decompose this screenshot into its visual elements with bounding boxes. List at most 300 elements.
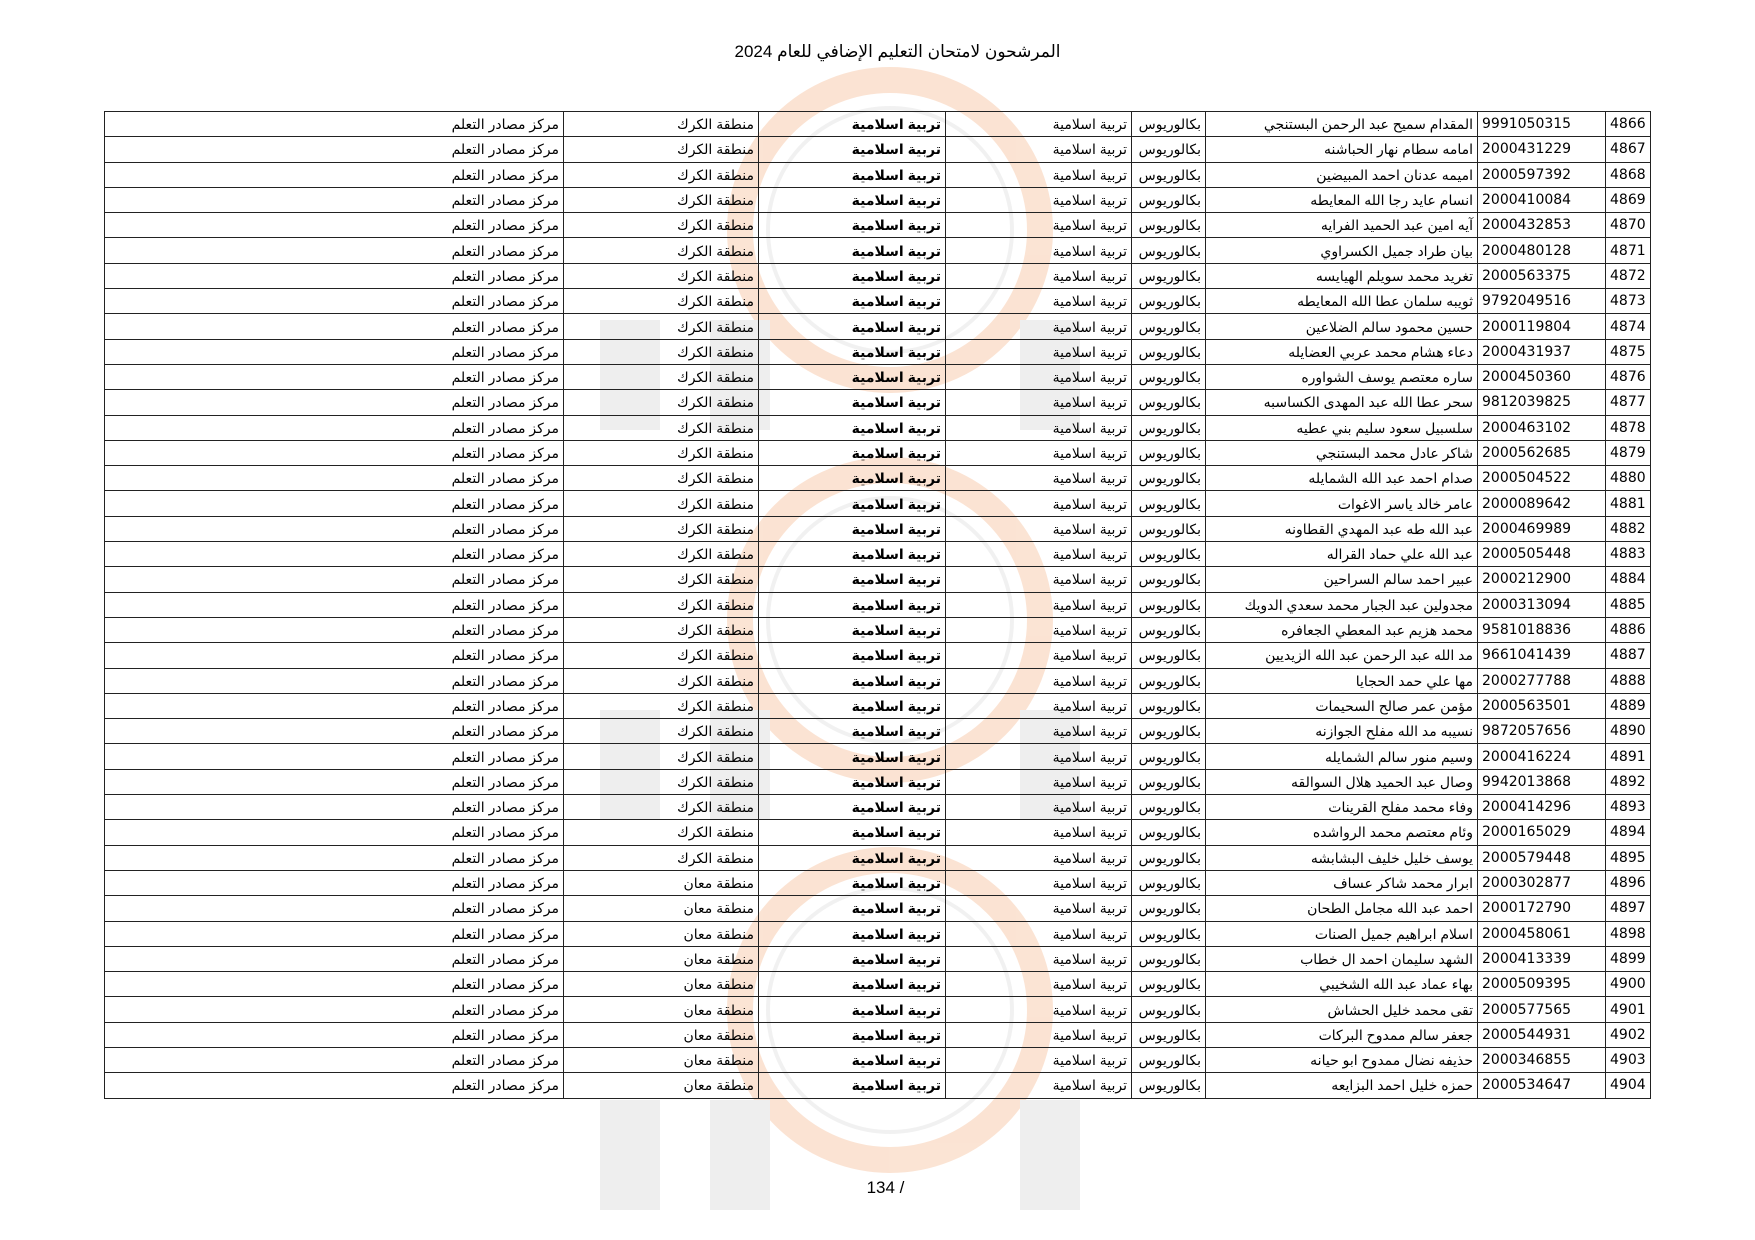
exam-subject-cell: تربية اسلامية [759, 1073, 946, 1098]
exam-subject-cell: تربية اسلامية [759, 440, 946, 465]
sequence-cell: 4903 [1606, 1047, 1651, 1072]
table-row [105, 112, 1651, 137]
exam-center-cell: مركز مصادر التعلم [105, 137, 564, 162]
exam-center-cell: مركز مصادر التعلم [105, 870, 564, 895]
exam-subject-cell: تربية اسلامية [759, 719, 946, 744]
table-row [105, 946, 1651, 971]
degree-cell: بكالوريوس [1132, 542, 1206, 567]
degree-cell: بكالوريوس [1132, 364, 1206, 389]
national-id-cell: 2000463102 [1478, 415, 1606, 440]
exam-subject-cell: تربية اسلامية [759, 187, 946, 212]
specialization-cell: تربية اسلامية [946, 567, 1132, 592]
national-id-cell: 2000579448 [1478, 845, 1606, 870]
candidate-name-cell: سحر عطا الله عبد المهدى الكساسبه [1206, 390, 1478, 415]
sequence-cell: 4894 [1606, 820, 1651, 845]
candidate-name-cell: حمزه خليل احمد البزايعه [1206, 1073, 1478, 1098]
table-row [105, 491, 1651, 516]
candidate-name-cell: اسلام ابراهيم جميل الصنات [1206, 921, 1478, 946]
national-id-cell: 2000597392 [1478, 162, 1606, 187]
region-cell: منطقة الكرك [564, 112, 759, 137]
specialization-cell: تربية اسلامية [946, 719, 1132, 744]
candidate-name-cell: وئام معتصم محمد الرواشده [1206, 820, 1478, 845]
table-row [105, 213, 1651, 238]
region-cell: منطقة الكرك [564, 466, 759, 491]
national-id-cell: 9792049516 [1478, 289, 1606, 314]
region-cell: منطقة الكرك [564, 440, 759, 465]
degree-cell: بكالوريوس [1132, 870, 1206, 895]
sequence-cell: 4877 [1606, 390, 1651, 415]
candidate-name-cell: صدام احمد عبد الله الشمايله [1206, 466, 1478, 491]
exam-subject-cell: تربية اسلامية [759, 1047, 946, 1072]
region-cell: منطقة الكرك [564, 643, 759, 668]
table-row [105, 1073, 1651, 1098]
degree-cell: بكالوريوس [1132, 263, 1206, 288]
specialization-cell: تربية اسلامية [946, 187, 1132, 212]
sequence-cell: 4884 [1606, 567, 1651, 592]
region-cell: منطقة معان [564, 972, 759, 997]
page-number-text: 134 / [866, 1178, 905, 1197]
candidate-name-cell: تغريد محمد سويلم الهيايسه [1206, 263, 1478, 288]
national-id-cell: 2000450360 [1478, 364, 1606, 389]
exam-subject-cell: تربية اسلامية [759, 137, 946, 162]
exam-center-cell: مركز مصادر التعلم [105, 390, 564, 415]
table-row [105, 516, 1651, 541]
exam-subject-cell: تربية اسلامية [759, 870, 946, 895]
candidates-table [104, 111, 1651, 1099]
region-cell: منطقة الكرك [564, 162, 759, 187]
specialization-cell: تربية اسلامية [946, 238, 1132, 263]
sequence-cell: 4887 [1606, 643, 1651, 668]
candidate-name-cell: عبد الله علي حماد القراله [1206, 542, 1478, 567]
exam-center-cell: مركز مصادر التعلم [105, 643, 564, 668]
table-row [105, 845, 1651, 870]
exam-center-cell: مركز مصادر التعلم [105, 516, 564, 541]
table-row [105, 668, 1651, 693]
candidate-name-cell: تقى محمد خليل الحشاش [1206, 997, 1478, 1022]
national-id-cell: 9942013868 [1478, 769, 1606, 794]
exam-center-cell: مركز مصادر التعلم [105, 617, 564, 642]
candidate-name-cell: الشهد سليمان احمد ال خطاب [1206, 946, 1478, 971]
sequence-cell: 4897 [1606, 896, 1651, 921]
exam-center-cell: مركز مصادر التعلم [105, 542, 564, 567]
exam-center-cell: مركز مصادر التعلم [105, 415, 564, 440]
specialization-cell: تربية اسلامية [946, 339, 1132, 364]
region-cell: منطقة الكرك [564, 339, 759, 364]
specialization-cell: تربية اسلامية [946, 542, 1132, 567]
region-cell: منطقة معان [564, 1022, 759, 1047]
region-cell: منطقة الكرك [564, 314, 759, 339]
region-cell: منطقة الكرك [564, 213, 759, 238]
table-row [105, 1047, 1651, 1072]
region-cell: منطقة الكرك [564, 137, 759, 162]
exam-subject-cell: تربية اسلامية [759, 542, 946, 567]
national-id-cell: 2000563375 [1478, 263, 1606, 288]
sequence-cell: 4888 [1606, 668, 1651, 693]
specialization-cell: تربية اسلامية [946, 896, 1132, 921]
candidate-name-cell: شاكر عادل محمد البستنجي [1206, 440, 1478, 465]
exam-subject-cell: تربية اسلامية [759, 516, 946, 541]
sequence-cell: 4883 [1606, 542, 1651, 567]
national-id-cell: 2000432853 [1478, 213, 1606, 238]
national-id-cell: 9812039825 [1478, 390, 1606, 415]
exam-center-cell: مركز مصادر التعلم [105, 997, 564, 1022]
specialization-cell: تربية اسلامية [946, 1022, 1132, 1047]
region-cell: منطقة الكرك [564, 187, 759, 212]
table-row [105, 238, 1651, 263]
candidate-name-cell: وصال عبد الحميد هلال السوالقه [1206, 769, 1478, 794]
national-id-cell: 2000544931 [1478, 1022, 1606, 1047]
candidate-name-cell: انسام عايد رجا الله المعايطه [1206, 187, 1478, 212]
candidate-name-cell: دعاء هشام محمد عربي العضايله [1206, 339, 1478, 364]
region-cell: منطقة معان [564, 1047, 759, 1072]
table-row [105, 972, 1651, 997]
sequence-cell: 4881 [1606, 491, 1651, 516]
table-row [105, 820, 1651, 845]
degree-cell: بكالوريوس [1132, 516, 1206, 541]
table-row [105, 592, 1651, 617]
exam-center-cell: مركز مصادر التعلم [105, 364, 564, 389]
region-cell: منطقة معان [564, 896, 759, 921]
exam-center-cell: مركز مصادر التعلم [105, 567, 564, 592]
region-cell: منطقة الكرك [564, 693, 759, 718]
degree-cell: بكالوريوس [1132, 137, 1206, 162]
national-id-cell: 2000504522 [1478, 466, 1606, 491]
sequence-cell: 4893 [1606, 795, 1651, 820]
specialization-cell: تربية اسلامية [946, 693, 1132, 718]
exam-subject-cell: تربية اسلامية [759, 795, 946, 820]
national-id-cell: 9991050315 [1478, 112, 1606, 137]
region-cell: منطقة الكرك [564, 769, 759, 794]
national-id-cell: 2000469989 [1478, 516, 1606, 541]
region-cell: منطقة الكرك [564, 263, 759, 288]
exam-subject-cell: تربية اسلامية [759, 617, 946, 642]
region-cell: منطقة الكرك [564, 592, 759, 617]
degree-cell: بكالوريوس [1132, 668, 1206, 693]
exam-subject-cell: تربية اسلامية [759, 668, 946, 693]
candidate-name-cell: امامه سطام نهار الحباشنه [1206, 137, 1478, 162]
region-cell: منطقة الكرك [564, 415, 759, 440]
degree-cell: بكالوريوس [1132, 112, 1206, 137]
degree-cell: بكالوريوس [1132, 820, 1206, 845]
exam-center-cell: مركز مصادر التعلم [105, 491, 564, 516]
candidate-name-cell: نسيبه مد الله مفلح الجوازنه [1206, 719, 1478, 744]
region-cell: منطقة الكرك [564, 542, 759, 567]
specialization-cell: تربية اسلامية [946, 845, 1132, 870]
national-id-cell: 9872057656 [1478, 719, 1606, 744]
national-id-cell: 2000509395 [1478, 972, 1606, 997]
sequence-cell: 4891 [1606, 744, 1651, 769]
degree-cell: بكالوريوس [1132, 997, 1206, 1022]
exam-center-cell: مركز مصادر التعلم [105, 1073, 564, 1098]
sequence-cell: 4882 [1606, 516, 1651, 541]
region-cell: منطقة معان [564, 921, 759, 946]
region-cell: منطقة الكرك [564, 668, 759, 693]
exam-center-cell: مركز مصادر التعلم [105, 921, 564, 946]
table-row [105, 542, 1651, 567]
region-cell: منطقة معان [564, 946, 759, 971]
national-id-cell: 2000277788 [1478, 668, 1606, 693]
region-cell: منطقة الكرك [564, 491, 759, 516]
degree-cell: بكالوريوس [1132, 466, 1206, 491]
national-id-cell: 2000302877 [1478, 870, 1606, 895]
specialization-cell: تربية اسلامية [946, 946, 1132, 971]
table-row [105, 567, 1651, 592]
specialization-cell: تربية اسلامية [946, 415, 1132, 440]
national-id-cell: 2000562685 [1478, 440, 1606, 465]
candidate-name-cell: محمد هزيم عبد المعطي الجعافره [1206, 617, 1478, 642]
exam-center-cell: مركز مصادر التعلم [105, 112, 564, 137]
sequence-cell: 4892 [1606, 769, 1651, 794]
degree-cell: بكالوريوس [1132, 213, 1206, 238]
specialization-cell: تربية اسلامية [946, 870, 1132, 895]
exam-center-cell: مركز مصادر التعلم [105, 440, 564, 465]
candidate-name-cell: آيه امين عبد الحميد الفرايه [1206, 213, 1478, 238]
exam-subject-cell: تربية اسلامية [759, 364, 946, 389]
degree-cell: بكالوريوس [1132, 693, 1206, 718]
degree-cell: بكالوريوس [1132, 617, 1206, 642]
sequence-cell: 4902 [1606, 1022, 1651, 1047]
exam-center-cell: مركز مصادر التعلم [105, 592, 564, 617]
sequence-cell: 4867 [1606, 137, 1651, 162]
table-row [105, 896, 1651, 921]
sequence-cell: 4899 [1606, 946, 1651, 971]
specialization-cell: تربية اسلامية [946, 972, 1132, 997]
sequence-cell: 4871 [1606, 238, 1651, 263]
national-id-cell: 2000410084 [1478, 187, 1606, 212]
national-id-cell: 2000165029 [1478, 820, 1606, 845]
candidate-name-cell: عبد الله طه عبد المهدي القطاونه [1206, 516, 1478, 541]
table-row [105, 137, 1651, 162]
specialization-cell: تربية اسلامية [946, 364, 1132, 389]
national-id-cell: 2000413339 [1478, 946, 1606, 971]
exam-subject-cell: تربية اسلامية [759, 112, 946, 137]
exam-center-cell: مركز مصادر التعلم [105, 162, 564, 187]
degree-cell: بكالوريوس [1132, 972, 1206, 997]
national-id-cell: 2000212900 [1478, 567, 1606, 592]
sequence-cell: 4901 [1606, 997, 1651, 1022]
specialization-cell: تربية اسلامية [946, 112, 1132, 137]
candidate-name-cell: بيان طراد جميل الكسراوي [1206, 238, 1478, 263]
exam-subject-cell: تربية اسلامية [759, 1022, 946, 1047]
sequence-cell: 4880 [1606, 466, 1651, 491]
national-id-cell: 2000534647 [1478, 1073, 1606, 1098]
table-row [105, 162, 1651, 187]
region-cell: منطقة معان [564, 997, 759, 1022]
specialization-cell: تربية اسلامية [946, 1047, 1132, 1072]
sequence-cell: 4890 [1606, 719, 1651, 744]
exam-subject-cell: تربية اسلامية [759, 339, 946, 364]
sequence-cell: 4875 [1606, 339, 1651, 364]
table-row [105, 693, 1651, 718]
specialization-cell: تربية اسلامية [946, 795, 1132, 820]
sequence-cell: 4879 [1606, 440, 1651, 465]
specialization-cell: تربية اسلامية [946, 744, 1132, 769]
table-row [105, 719, 1651, 744]
candidate-name-cell: اميمه عدنان احمد المبيضين [1206, 162, 1478, 187]
national-id-cell: 2000563501 [1478, 693, 1606, 718]
national-id-cell: 2000480128 [1478, 238, 1606, 263]
exam-subject-cell: تربية اسلامية [759, 946, 946, 971]
table-row [105, 440, 1651, 465]
table-row [105, 390, 1651, 415]
degree-cell: بكالوريوس [1132, 567, 1206, 592]
exam-center-cell: مركز مصادر التعلم [105, 946, 564, 971]
exam-center-cell: مركز مصادر التعلم [105, 896, 564, 921]
national-id-cell: 2000416224 [1478, 744, 1606, 769]
exam-center-cell: مركز مصادر التعلم [105, 1022, 564, 1047]
sequence-cell: 4896 [1606, 870, 1651, 895]
degree-cell: بكالوريوس [1132, 643, 1206, 668]
exam-center-cell: مركز مصادر التعلم [105, 795, 564, 820]
national-id-cell: 2000431937 [1478, 339, 1606, 364]
candidate-name-cell: مؤمن عمر صالح السحيمات [1206, 693, 1478, 718]
specialization-cell: تربية اسلامية [946, 769, 1132, 794]
candidate-name-cell: حسين محمود سالم الضلاعين [1206, 314, 1478, 339]
candidate-name-cell: وفاء محمد مفلح القرينات [1206, 795, 1478, 820]
specialization-cell: تربية اسلامية [946, 137, 1132, 162]
degree-cell: بكالوريوس [1132, 1073, 1206, 1098]
region-cell: منطقة الكرك [564, 516, 759, 541]
specialization-cell: تربية اسلامية [946, 516, 1132, 541]
degree-cell: بكالوريوس [1132, 491, 1206, 516]
degree-cell: بكالوريوس [1132, 187, 1206, 212]
exam-subject-cell: تربية اسلامية [759, 820, 946, 845]
sequence-cell: 4872 [1606, 263, 1651, 288]
table-row [105, 643, 1651, 668]
sequence-cell: 4885 [1606, 592, 1651, 617]
degree-cell: بكالوريوس [1132, 339, 1206, 364]
exam-subject-cell: تربية اسلامية [759, 314, 946, 339]
degree-cell: بكالوريوس [1132, 1047, 1206, 1072]
exam-subject-cell: تربية اسلامية [759, 921, 946, 946]
candidate-name-cell: احمد عبد الله مجامل الطحان [1206, 896, 1478, 921]
specialization-cell: تربية اسلامية [946, 921, 1132, 946]
table-body [105, 112, 1651, 1099]
national-id-cell: 9581018836 [1478, 617, 1606, 642]
exam-center-cell: مركز مصادر التعلم [105, 263, 564, 288]
document-title: المرشحون لامتحان التعليم الإضافي للعام 2024 [734, 42, 1061, 61]
exam-subject-cell: تربية اسلامية [759, 491, 946, 516]
degree-cell: بكالوريوس [1132, 845, 1206, 870]
degree-cell: بكالوريوس [1132, 390, 1206, 415]
specialization-cell: تربية اسلامية [946, 162, 1132, 187]
specialization-cell: تربية اسلامية [946, 263, 1132, 288]
specialization-cell: تربية اسلامية [946, 213, 1132, 238]
page-number [0, 1178, 1755, 1198]
candidate-name-cell: مها علي حمد الحجايا [1206, 668, 1478, 693]
exam-center-cell: مركز مصادر التعلم [105, 213, 564, 238]
national-id-cell: 2000505448 [1478, 542, 1606, 567]
region-cell: منطقة الكرك [564, 289, 759, 314]
degree-cell: بكالوريوس [1132, 314, 1206, 339]
region-cell: منطقة الكرك [564, 390, 759, 415]
sequence-cell: 4870 [1606, 213, 1651, 238]
exam-center-cell: مركز مصادر التعلم [105, 339, 564, 364]
national-id-cell: 2000346855 [1478, 1047, 1606, 1072]
exam-subject-cell: تربية اسلامية [759, 592, 946, 617]
sequence-cell: 4869 [1606, 187, 1651, 212]
sequence-cell: 4878 [1606, 415, 1651, 440]
region-cell: منطقة معان [564, 1073, 759, 1098]
exam-subject-cell: تربية اسلامية [759, 390, 946, 415]
candidate-name-cell: سلسبيل سعود سليم بني عطيه [1206, 415, 1478, 440]
table-row [105, 415, 1651, 440]
exam-subject-cell: تربية اسلامية [759, 263, 946, 288]
exam-subject-cell: تربية اسلامية [759, 162, 946, 187]
sequence-cell: 4886 [1606, 617, 1651, 642]
region-cell: منطقة الكرك [564, 719, 759, 744]
table-row [105, 466, 1651, 491]
national-id-cell: 2000089642 [1478, 491, 1606, 516]
national-id-cell: 2000119804 [1478, 314, 1606, 339]
exam-center-cell: مركز مصادر التعلم [105, 972, 564, 997]
region-cell: منطقة الكرك [564, 744, 759, 769]
specialization-cell: تربية اسلامية [946, 643, 1132, 668]
table-row [105, 997, 1651, 1022]
sequence-cell: 4874 [1606, 314, 1651, 339]
degree-cell: بكالوريوس [1132, 162, 1206, 187]
national-id-cell: 2000313094 [1478, 592, 1606, 617]
region-cell: منطقة الكرك [564, 617, 759, 642]
degree-cell: بكالوريوس [1132, 769, 1206, 794]
exam-center-cell: مركز مصادر التعلم [105, 314, 564, 339]
degree-cell: بكالوريوس [1132, 415, 1206, 440]
degree-cell: بكالوريوس [1132, 440, 1206, 465]
specialization-cell: تربية اسلامية [946, 820, 1132, 845]
table-row [105, 364, 1651, 389]
candidate-name-cell: عامر خالد ياسر الاغوات [1206, 491, 1478, 516]
region-cell: منطقة الكرك [564, 567, 759, 592]
national-id-cell: 9661041439 [1478, 643, 1606, 668]
exam-subject-cell: تربية اسلامية [759, 567, 946, 592]
specialization-cell: تربية اسلامية [946, 314, 1132, 339]
candidate-name-cell: عبير احمد سالم السراحين [1206, 567, 1478, 592]
table-row [105, 744, 1651, 769]
exam-center-cell: مركز مصادر التعلم [105, 668, 564, 693]
candidate-name-cell: ابرار محمد شاكر عساف [1206, 870, 1478, 895]
national-id-cell: 2000172790 [1478, 896, 1606, 921]
degree-cell: بكالوريوس [1132, 238, 1206, 263]
exam-subject-cell: تربية اسلامية [759, 213, 946, 238]
table-row [105, 769, 1651, 794]
exam-subject-cell: تربية اسلامية [759, 769, 946, 794]
degree-cell: بكالوريوس [1132, 592, 1206, 617]
exam-subject-cell: تربية اسلامية [759, 997, 946, 1022]
specialization-cell: تربية اسلامية [946, 1073, 1132, 1098]
region-cell: منطقة الكرك [564, 238, 759, 263]
table-row [105, 289, 1651, 314]
sequence-cell: 4868 [1606, 162, 1651, 187]
exam-subject-cell: تربية اسلامية [759, 238, 946, 263]
specialization-cell: تربية اسلامية [946, 668, 1132, 693]
sequence-cell: 4873 [1606, 289, 1651, 314]
candidate-name-cell: ساره معتصم يوسف الشواوره [1206, 364, 1478, 389]
exam-center-cell: مركز مصادر التعلم [105, 845, 564, 870]
table-row [105, 187, 1651, 212]
exam-center-cell: مركز مصادر التعلم [105, 466, 564, 491]
candidate-name-cell: حذيفه نضال ممدوح ابو حيانه [1206, 1047, 1478, 1072]
exam-subject-cell: تربية اسلامية [759, 643, 946, 668]
table-row [105, 263, 1651, 288]
sequence-cell: 4866 [1606, 112, 1651, 137]
national-id-cell: 2000431229 [1478, 137, 1606, 162]
exam-subject-cell: تربية اسلامية [759, 972, 946, 997]
specialization-cell: تربية اسلامية [946, 617, 1132, 642]
exam-center-cell: مركز مصادر التعلم [105, 693, 564, 718]
degree-cell: بكالوريوس [1132, 1022, 1206, 1047]
exam-center-cell: مركز مصادر التعلم [105, 769, 564, 794]
specialization-cell: تربية اسلامية [946, 289, 1132, 314]
